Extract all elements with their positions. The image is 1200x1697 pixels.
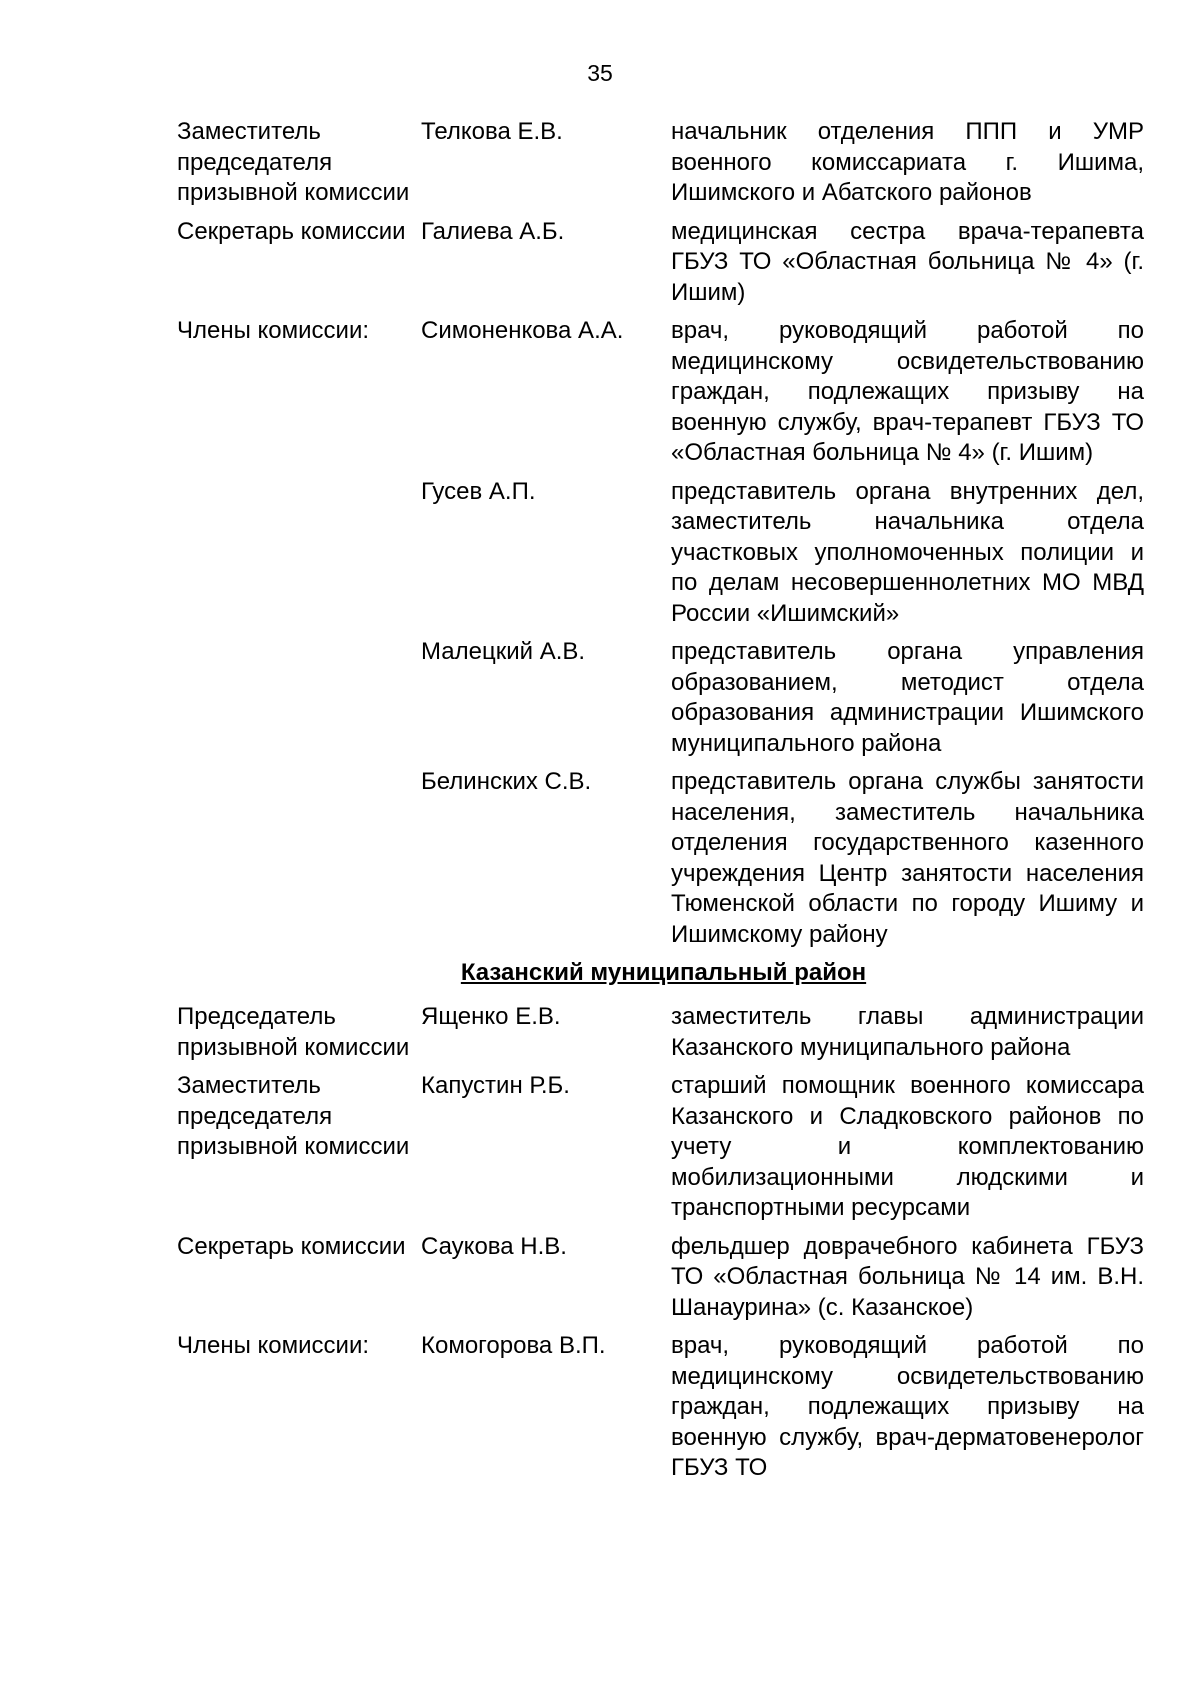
name-cell: Телкова Е.В. (421, 118, 563, 145)
table-row (177, 767, 1150, 950)
description-cell: представитель органа внутренних дел, заместитель начальника отдела участковых уполномоченных полиции и по делам несовершеннолетних МО МВД России «Ишимский» (671, 477, 1144, 627)
description-cell: начальник отделения ППП и УМР военного комиссариата г. Ишима, Ишимского и Абатского районов (671, 118, 1144, 206)
name-cell: Белинских С.В. (421, 768, 592, 795)
name-cell: Малецкий А.В. (421, 638, 586, 665)
table-row (177, 316, 1150, 469)
section-heading: Казанский муниципальный район (460, 959, 867, 986)
section-ishim-continued (177, 117, 1150, 950)
description-cell: врач, руководящий работой по медицинскому освидетельствованию граждан, подлежащих призыву на военную службу, врач-терапевт ГБУЗ ТО «Областная больница № 4» (г. Ишим) (671, 317, 1144, 466)
table-row (177, 637, 1150, 759)
description-cell: представитель органа службы занятости населения, заместитель начальника отделения государственного казенного учреждения Центр занятости населения Тюменской области по городу Ишиму и Ишимскому району (671, 768, 1144, 948)
role-cell: Члены комиссии: (177, 1332, 370, 1359)
name-cell: Саукова Н.В. (421, 1232, 567, 1260)
table-row (177, 477, 1150, 630)
description-cell: представитель органа управления образованием, методист отдела образования администрации Ишимского муниципального района (671, 638, 1144, 757)
description-cell: медицинская сестра врача-терапевта ГБУЗ ТО «Областная больница № 4» (г. Ишим) (671, 217, 1144, 306)
table-row (177, 117, 1150, 209)
role-cell: Заместитель председателя призывной комиссии (177, 118, 410, 206)
description-cell: врач, руководящий работой по медицинскому освидетельствованию граждан, подлежащих призыву на военную службу, врач-дерматовенеролог ГБУЗ ТО (671, 1332, 1144, 1481)
name-cell: Капустин Р.Б. (421, 1072, 570, 1099)
role-cell: Секретарь комиссии (177, 1232, 406, 1260)
table-row (177, 1071, 1150, 1224)
description-cell: фельдшер доврачебного кабинета ГБУЗ ТО «Областная больница № 14 им. В.Н. Шанаурина» (с. Казанское) (671, 1232, 1144, 1321)
name-cell: Ященко Е.В. (421, 1003, 561, 1030)
name-cell: Комогорова В.П. (421, 1332, 606, 1359)
document-body (177, 117, 1150, 1492)
table-row (177, 1002, 1150, 1063)
role-cell: Заместитель председателя призывной комиссии (177, 1072, 410, 1160)
role-cell: Секретарь комиссии (177, 217, 406, 245)
table-row (177, 1331, 1150, 1484)
table-row (177, 1232, 1150, 1324)
role-cell: Члены комиссии: (177, 317, 370, 344)
name-cell: Галиева А.Б. (421, 217, 565, 245)
description-cell: заместитель главы администрации Казанского муниципального района (671, 1003, 1144, 1061)
section-kazan (177, 1002, 1150, 1484)
name-cell: Гусев А.П. (421, 477, 536, 505)
table-row (177, 217, 1150, 309)
page-number: 35 (587, 60, 613, 86)
role-cell: Председатель призывной комиссии (177, 1003, 410, 1061)
description-cell: старший помощник военного комиссара Казанского и Сладковского районов по учету и комплектованию мобилизационными людскими и транспортными ресурсами (671, 1072, 1144, 1221)
name-cell: Симоненкова А.А. (421, 317, 624, 344)
